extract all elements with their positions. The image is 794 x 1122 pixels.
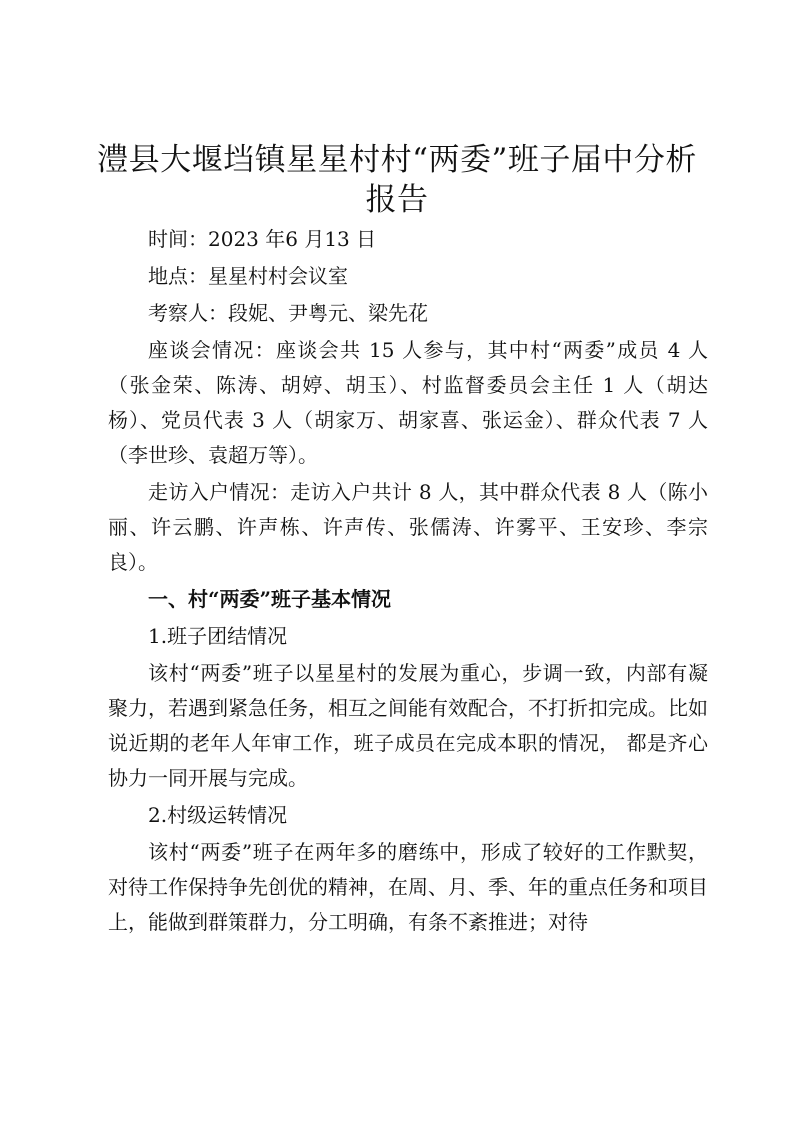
document-body bbox=[108, 222, 708, 942]
unity-paragraph: 该村“两委”班子以星星村的发展为重心，步调一致，内部有凝聚力，若遇到紧急任务，相互之间能有效配合，不打折扣完成。比如说近期的老年人年审工作，班子成员在完成本职的情况， 都是齐心协力一同开展与完成。 bbox=[108, 661, 708, 790]
subsection-heading-operation: 2.村级运转情况 bbox=[148, 803, 288, 827]
meta-time: 时间：2023 年6 月13 日 bbox=[148, 227, 377, 251]
forum-paragraph: 座谈会情况：座谈会共 15 人参与，其中村“两委”成员 4 人（张金荣、陈涛、胡婷、胡玉）、村监督委员会主任 1 人（胡达杨）、党员代表 3 人（胡家万、胡家喜、张运金）、群众代表 7 人（李世珍、袁超万等）。 bbox=[108, 338, 708, 467]
meta-place: 地点：星星村村会议室 bbox=[148, 264, 348, 288]
meta-inspectors: 考察人：段妮、尹粤元、梁先花 bbox=[148, 301, 428, 325]
visits-paragraph: 走访入户情况：走访入户共计 8 人，其中群众代表 8 人（陈小丽、许云鹏、许声栋、许声传、张儒涛、许雾平、王安珍、李宗良）。 bbox=[108, 480, 708, 574]
subsection-heading-unity: 1.班子团结情况 bbox=[148, 624, 288, 648]
document-title: 澧县大堰垱镇星星村村“两委”班子届中分析报告 bbox=[97, 142, 697, 218]
operation-paragraph: 该村“两委”班子在两年多的磨练中，形成了较好的工作默契，对待工作保持争先创优的精神，在周、月、季、年的重点任务和项目上，能做到群策群力，分工明确，有条不紊推进；对待 bbox=[108, 840, 708, 934]
section-heading: 一、村“两委”班子基本情况 bbox=[148, 587, 392, 611]
